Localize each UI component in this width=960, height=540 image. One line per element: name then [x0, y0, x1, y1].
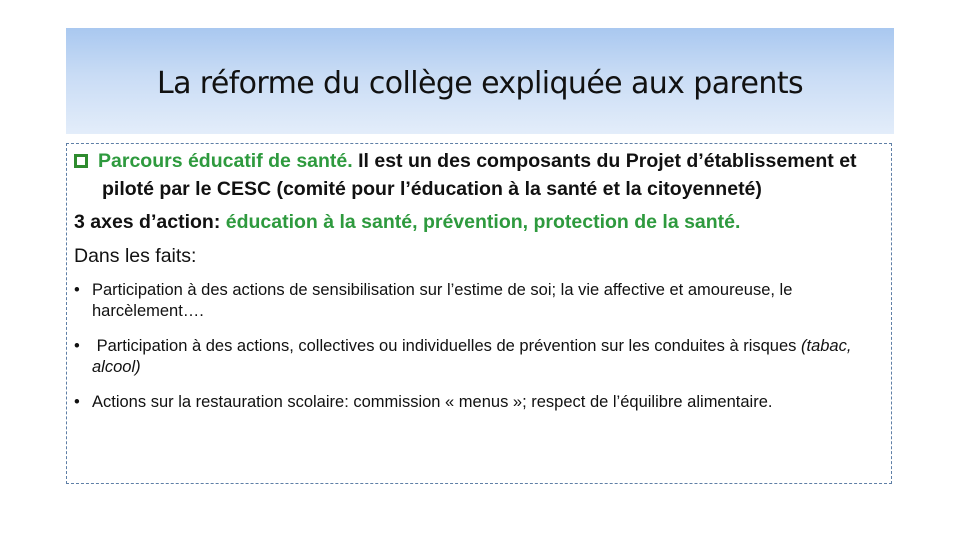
intro-highlight: Parcours éducatif de santé. — [98, 150, 353, 172]
axes-paragraph — [74, 208, 886, 236]
bullet-icon: • — [74, 337, 80, 355]
facts-list — [74, 280, 886, 413]
list-item-text: Actions sur la restauration scolaire: commission « menus »; respect de l’équilibre alimentaire. — [92, 393, 773, 411]
intro-text: Il est un des composants du Projet d’établissement et piloté par le CESC (comité pour l’éducation à la santé et la citoyenneté) — [102, 150, 857, 200]
slide-title: La réforme du collège expliquée aux parents — [156, 65, 804, 101]
bullet-icon: • — [74, 393, 80, 411]
title-banner — [66, 28, 894, 134]
checkbox-bullet-icon — [74, 154, 88, 168]
axes-highlight: éducation à la santé, prévention, protection de la santé. — [225, 211, 741, 233]
facts-heading: Dans les faits: — [74, 245, 197, 267]
list-item — [74, 336, 886, 378]
intro-paragraph — [74, 147, 886, 203]
list-item — [74, 392, 886, 413]
slide-body — [74, 147, 886, 427]
bullet-icon: • — [74, 281, 80, 299]
list-item-text: Participation à des actions, collectives ou individuelles de prévention sur les conduites à risques — [92, 337, 801, 355]
list-item-italic: (tabac, alcool) — [92, 337, 852, 376]
list-item-text: Participation à des actions de sensibilisation sur l’estime de soi; la vie affective et amoureuse, le harcèlement…. — [92, 281, 793, 320]
axes-label: 3 axes d’action: — [74, 211, 226, 233]
list-item — [74, 280, 886, 322]
